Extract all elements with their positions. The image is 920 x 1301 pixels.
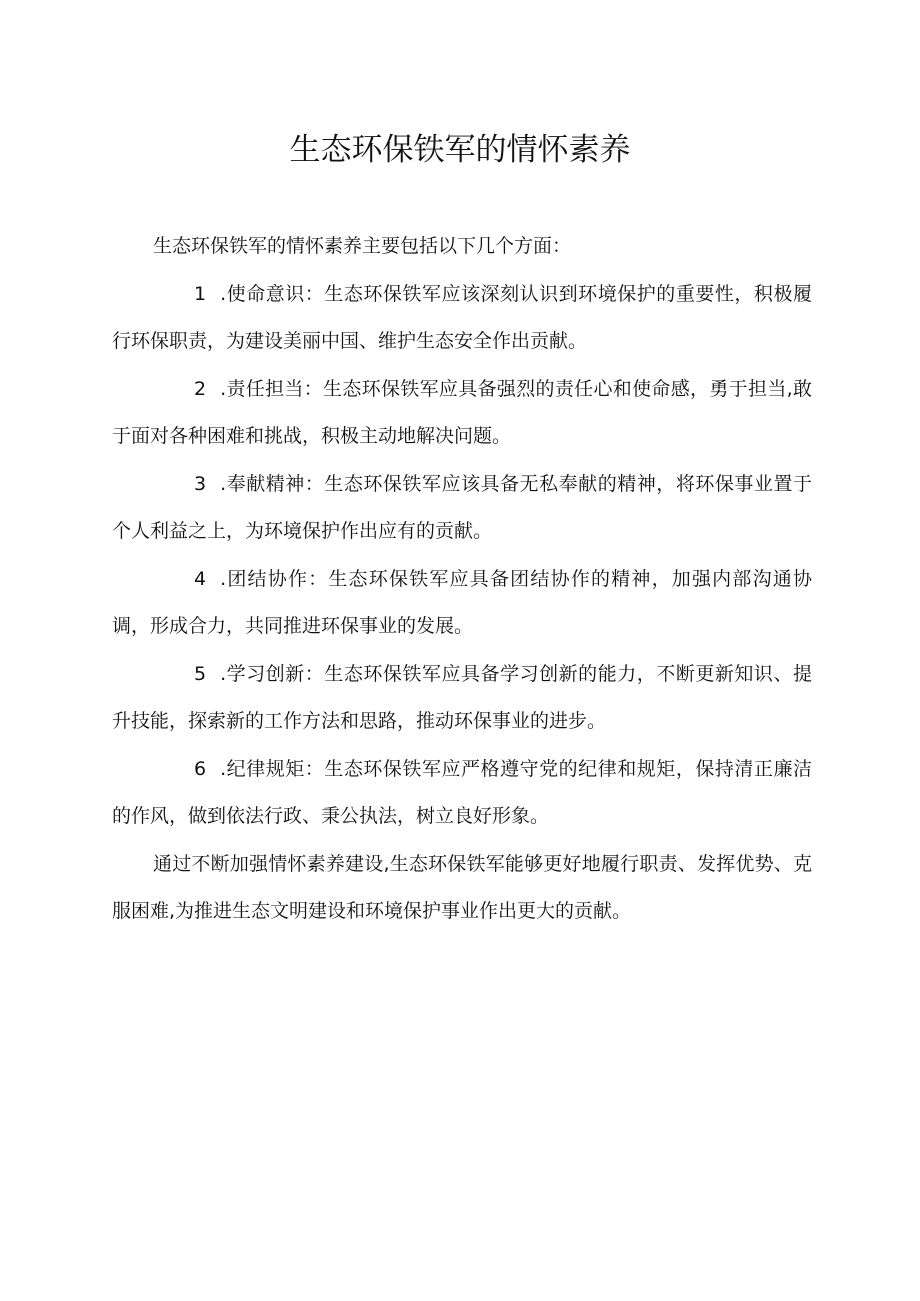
item-text: .奉献精神：生态环保铁军应该具备无私奉献的精神，将环保事业置于个人利益之上，为环境保护作出应有的贡献。: [112, 472, 812, 542]
item-number: 6: [194, 757, 207, 780]
item-text: .纪律规矩：生态环保铁军应严格遵守党的纪律和规矩，保持清正廉洁的作风，做到依法行政、秉公执法，树立良好形象。: [112, 757, 812, 827]
item-number: 4: [194, 567, 207, 590]
list-item: [112, 556, 812, 651]
item-text: .使命意识：生态环保铁军应该深刻认识到环境保护的重要性，积极履行环保职责，为建设美丽中国、维护生态安全作出贡献。: [112, 282, 812, 352]
item-text: .学习创新：生态环保铁军应具备学习创新的能力，不断更新知识、提升技能，探索新的工作方法和思路，推动环保事业的进步。: [112, 662, 812, 732]
list-item: [112, 366, 812, 461]
intro-paragraph: 生态环保铁军的情怀素养主要包括以下几个方面：: [153, 235, 572, 257]
item-number: 5: [194, 662, 207, 685]
item-text: .团结协作：生态环保铁军应具备团结协作的精神，加强内部沟通协调，形成合力，共同推进环保事业的发展。: [112, 567, 812, 637]
item-number: 3: [194, 472, 207, 495]
conclusion-paragraph: 通过不断加强情怀素养建设,生态环保铁军能够更好地履行职责、发挥优势、克服困难,为推进生态文明建设和环境保护事业作出更大的贡献。: [112, 852, 812, 922]
item-number: 1: [194, 282, 207, 305]
item-number: 2: [194, 377, 207, 400]
list-item: [112, 651, 812, 746]
document-body: [112, 223, 812, 936]
list-item: [112, 271, 812, 366]
item-text: .责任担当：生态环保铁军应具备强烈的责任心和使命感，勇于担当,敢于面对各种困难和挑战，积极主动地解决问题。: [112, 377, 812, 447]
document-title: 生态环保铁军的情怀素养: [289, 132, 631, 168]
list-item: [112, 746, 812, 841]
list-item: [112, 461, 812, 556]
